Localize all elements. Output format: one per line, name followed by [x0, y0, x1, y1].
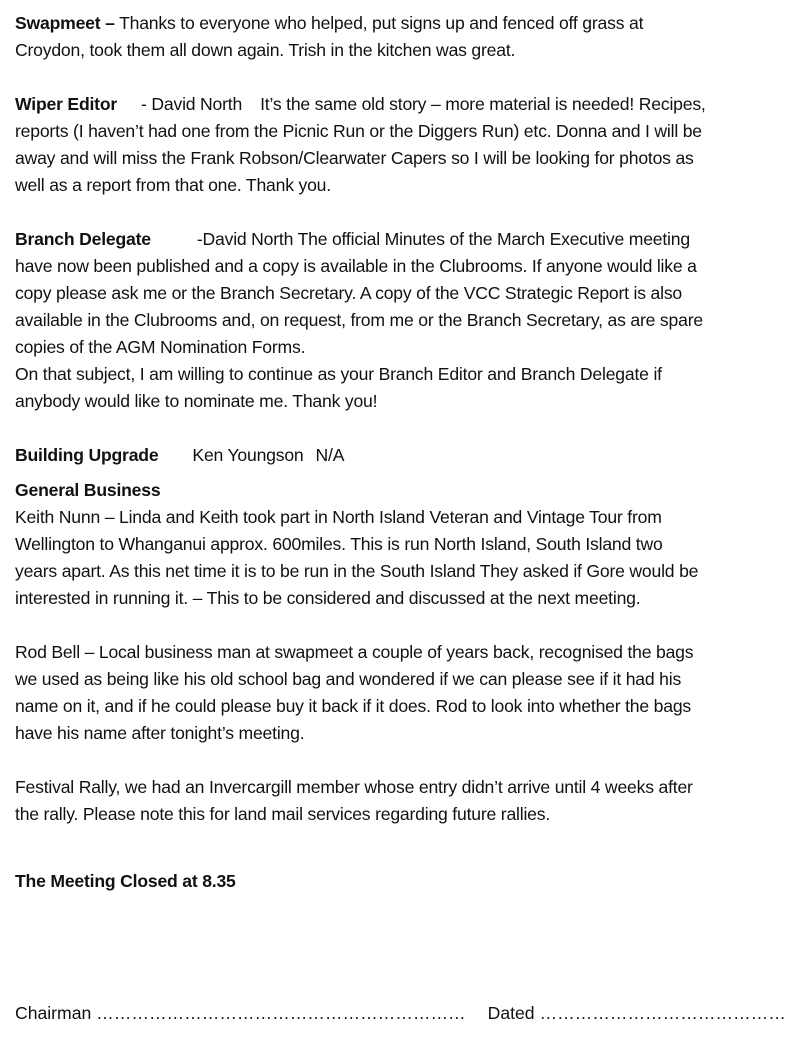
swapmeet-text: Thanks to everyone who helped, put signs up and fenced off grass at Croydon, took them all down again. Trish in the kitchen was great. [15, 13, 644, 60]
dated-label: Dated [487, 1003, 535, 1023]
swapmeet-section [15, 10, 707, 64]
chairman-label: Chairman [15, 1003, 92, 1023]
branch-delegate-heading: Branch Delegate [15, 229, 151, 249]
meeting-closed-text: The Meeting Closed at 8.35 [15, 871, 236, 891]
wiper-editor-attribution: - David North [141, 94, 243, 114]
building-upgrade-name: Ken Youngson [192, 445, 304, 465]
building-upgrade-heading: Building Upgrade [15, 445, 159, 465]
wiper-editor-heading: Wiper Editor [15, 94, 118, 114]
branch-delegate-text-2: On that subject, I am willing to continue as your Branch Editor and Branch Delegate if anybody would like to nominate me. Thank you! [15, 364, 662, 411]
wiper-editor-text: It’s the same old story – more material is needed! Recipes, reports (I haven’t had one from the Picnic Run or the Diggers Run) etc. Donna and I will be away and will miss the Frank Robson/Clearwater Capers so I will be looking for photos as well as a report from that one. Thank you. [15, 94, 706, 195]
dated-signature-line: …………………………………… [539, 1003, 786, 1023]
chairman-signature-line: ……………………………………………………… [96, 1003, 466, 1023]
building-upgrade-status: N/A [315, 445, 345, 465]
general-business-item-festival: Festival Rally, we had an Invercargill member whose entry didn’t arrive until 4 weeks after the rally. Please note this for land mail services regarding future rallies. [15, 777, 693, 824]
signature-line [15, 1000, 786, 1027]
minutes-page [15, 10, 707, 895]
branch-delegate-text: -David North The official Minutes of the March Executive meeting have now been published and a copy is available in the Clubrooms. If anyone would like a copy please ask me or the Branch Secretary. A copy of the VCC Strategic Report is also available in the Clubrooms and, on request, from me or the Branch Secretary, as are spare copies of the AGM Nomination Forms. [15, 229, 703, 357]
general-business-item-keith: Keith Nunn – Linda and Keith took part in North Island Veteran and Vintage Tour from Wellington to Whanganui approx. 600miles. This is run North Island, South Island two years apart. As this net time it is to be run in the South Island They asked if Gore would be interested in running it. – This to be considered and discussed at the next meeting. [15, 507, 699, 608]
general-business-heading: General Business [15, 480, 161, 500]
building-upgrade-section [15, 442, 707, 469]
branch-delegate-section [15, 226, 707, 415]
wiper-editor-section [15, 91, 707, 199]
general-business-item-rod: Rod Bell – Local business man at swapmeet a couple of years back, recognised the bags we used as being like his old school bag and wondered if we can please see if it had his name on it, and if he could please buy it back if it does. Rod to look into whether the bags have his name after tonight’s meeting. [15, 642, 694, 743]
swapmeet-heading: Swapmeet – [15, 13, 115, 33]
